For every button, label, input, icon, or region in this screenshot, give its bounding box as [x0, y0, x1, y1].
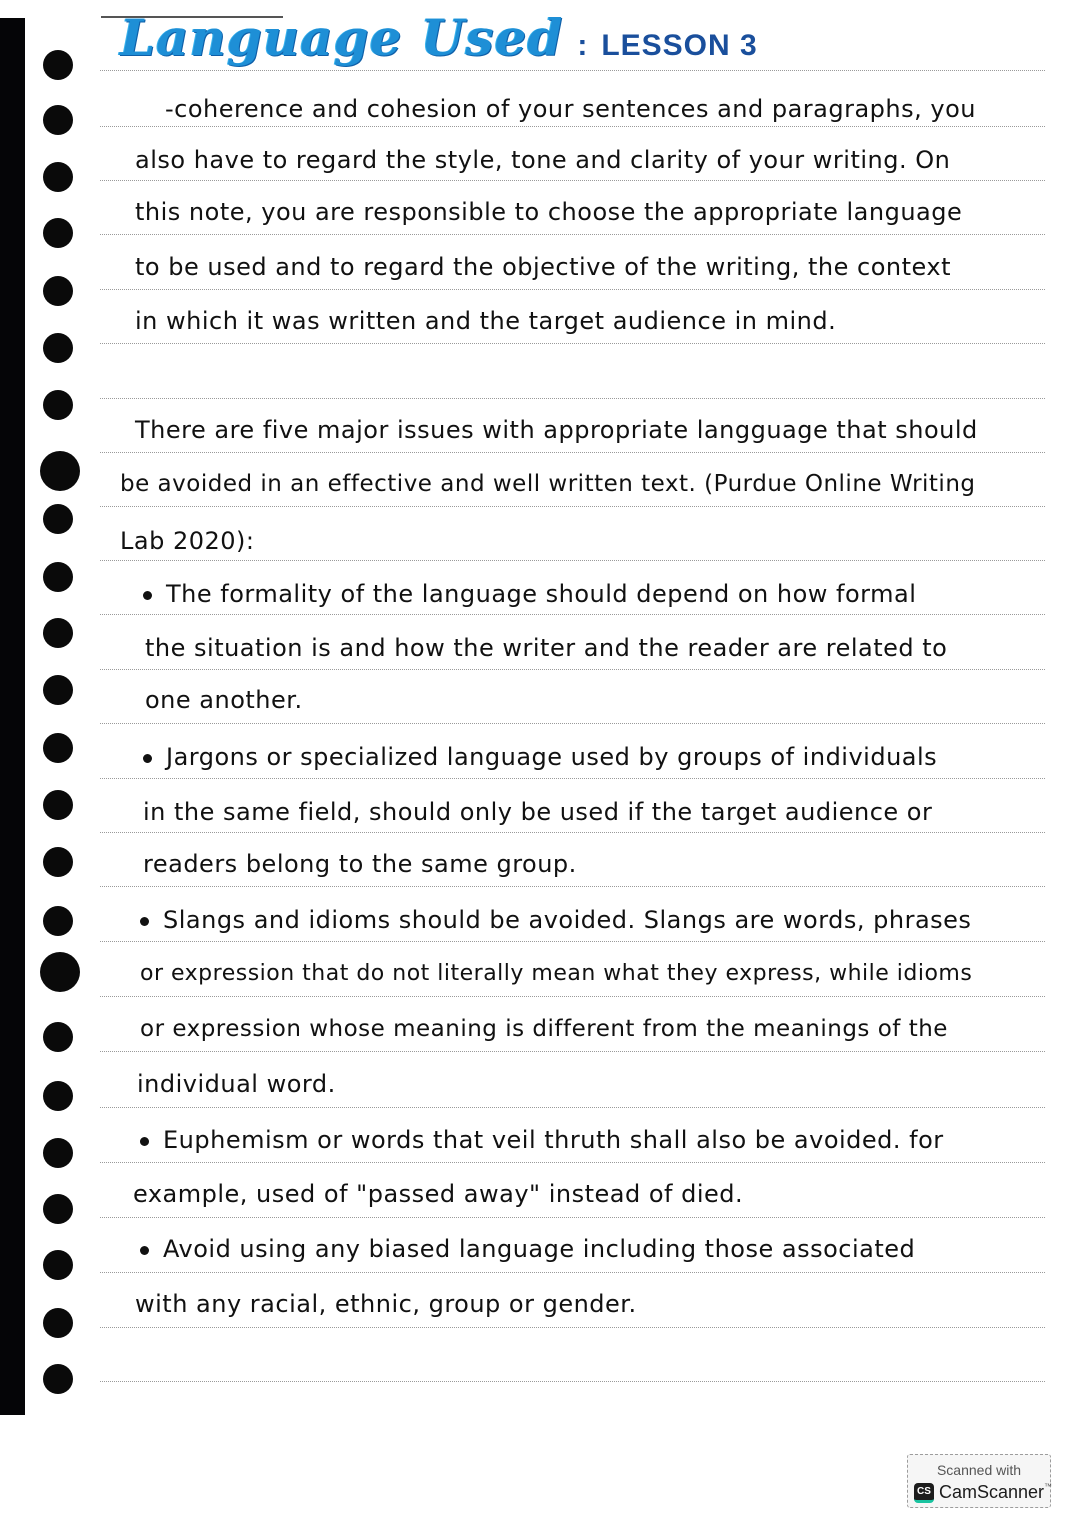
punch-hole: [43, 1194, 73, 1224]
bullet-text: Avoid using any biased language including those associated: [163, 1235, 916, 1263]
punch-hole: [43, 562, 73, 592]
ruled-line: [100, 669, 1045, 670]
text-line: There are five major issues with appropriate langguage that should: [135, 416, 978, 444]
ruled-line: [100, 126, 1045, 127]
punch-hole: [43, 504, 73, 534]
bullet-line: [140, 906, 971, 934]
text-line: one another.: [145, 686, 303, 714]
punch-hole: [40, 952, 80, 992]
bullet-line: [143, 580, 916, 608]
punch-hole: [43, 1250, 73, 1280]
punch-hole: [43, 733, 73, 763]
bullet-icon: [140, 1137, 149, 1146]
watermark-brand-row: [914, 1482, 1052, 1503]
text-line: also have to regard the style, tone and clarity of your writing. On: [135, 146, 951, 174]
bullet-icon: [143, 754, 152, 763]
text-line: example, used of "passed away" instead of died.: [133, 1180, 744, 1208]
ruled-line: [100, 886, 1045, 887]
ruled-line: [100, 506, 1045, 507]
punch-hole: [43, 1022, 73, 1052]
text-line: in the same field, should only be used if the target audience or: [143, 798, 933, 826]
bullet-text: Euphemism or words that veil thruth shall also be avoided. for: [163, 1126, 944, 1154]
punch-hole: [43, 1081, 73, 1111]
text-line: to be used and to regard the objective of the writing, the context: [135, 253, 951, 281]
text-line: with any racial, ethnic, group or gender.: [135, 1290, 637, 1318]
ruled-line: [100, 1381, 1045, 1382]
punch-hole: [43, 675, 73, 705]
brand-name: CamScanner: [939, 1482, 1045, 1502]
text-line: or expression whose meaning is different from the meanings of the: [140, 1016, 948, 1042]
ruled-line: [100, 343, 1045, 344]
punch-hole: [43, 333, 73, 363]
ruled-line: [100, 614, 1045, 615]
punch-hole: [43, 906, 73, 936]
ruled-line: [100, 398, 1045, 399]
trademark-mark: ™: [1044, 1482, 1053, 1491]
camscanner-watermark: [907, 1454, 1051, 1508]
punch-hole: [43, 218, 73, 248]
ruled-line: [100, 1217, 1045, 1218]
bullet-line: [140, 1235, 915, 1263]
text-line: the situation is and how the writer and the reader are related to: [145, 634, 948, 662]
ruled-line: [100, 1107, 1045, 1108]
punch-hole: [43, 50, 73, 80]
punch-hole: [43, 1308, 73, 1338]
punch-hole: [43, 790, 73, 820]
punch-hole: [43, 390, 73, 420]
punch-hole: [43, 162, 73, 192]
ruled-line: [100, 289, 1045, 290]
ruled-line: [100, 778, 1045, 779]
ruled-line: [100, 1162, 1045, 1163]
punch-hole: [43, 105, 73, 135]
ruled-line: [100, 996, 1045, 997]
ruled-line: [100, 234, 1045, 235]
bullet-text: The formality of the language should depend on how formal: [166, 580, 917, 608]
text-line: this note, you are responsible to choose the appropriate language: [135, 198, 963, 226]
bullet-icon: [143, 591, 152, 600]
ruled-line: [100, 941, 1045, 942]
text-line: or expression that do not literally mean what they express, while idioms: [140, 961, 973, 986]
ruled-line: [100, 1051, 1045, 1052]
bullet-line: [143, 743, 937, 771]
text-line: readers belong to the same group.: [143, 850, 577, 878]
punch-hole: [43, 1138, 73, 1168]
bullet-icon: [140, 1246, 149, 1255]
watermark-brand: [939, 1482, 1052, 1503]
watermark-caption: Scanned with: [936, 1462, 1022, 1478]
bullet-icon: [140, 917, 149, 926]
punch-hole: [40, 451, 80, 491]
lesson-label: LESSON 3: [601, 29, 758, 62]
title-script: Language Used: [120, 8, 564, 67]
text-line: be avoided in an effective and well written text. (Purdue Online Writing: [120, 471, 976, 497]
ruled-line: [100, 452, 1045, 453]
bullet-line: [140, 1126, 944, 1154]
ruled-line: [100, 1327, 1045, 1328]
text-line: Lab 2020):: [120, 527, 255, 555]
punch-hole: [43, 276, 73, 306]
punch-hole: [43, 618, 73, 648]
ruled-line: [100, 723, 1045, 724]
text-line: in which it was written and the target audience in mind.: [135, 307, 837, 335]
bullet-text: Slangs and idioms should be avoided. Slangs are words, phrases: [163, 906, 972, 934]
ruled-line: [100, 1272, 1045, 1273]
page-title: [120, 8, 758, 78]
camscanner-logo-icon: CS: [914, 1483, 934, 1503]
text-line: individual word.: [137, 1070, 336, 1098]
punch-holes: [0, 0, 100, 1528]
text-line: -coherence and cohesion of your sentences and paragraphs, you: [165, 95, 976, 123]
ruled-line: [100, 832, 1045, 833]
punch-hole: [43, 1364, 73, 1394]
title-colon: :: [577, 29, 588, 62]
bullet-text: Jargons or specialized language used by groups of individuals: [166, 743, 938, 771]
punch-hole: [43, 847, 73, 877]
ruled-line: [100, 180, 1045, 181]
ruled-line: [100, 560, 1045, 561]
